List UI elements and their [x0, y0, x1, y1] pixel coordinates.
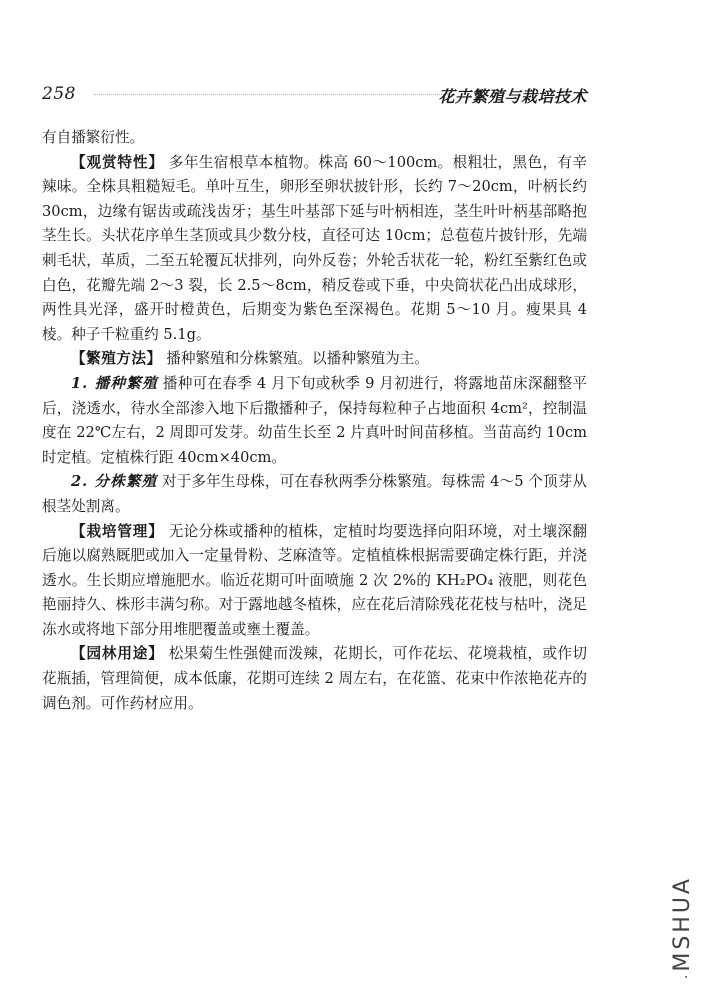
paragraph-ornamental-features	[42, 151, 587, 348]
method-heading-seed: 1. 播种繁殖	[71, 374, 158, 392]
paragraph-continuation	[42, 126, 587, 151]
paragraph-seed-propagation	[42, 372, 587, 470]
watermark-dot: .	[675, 971, 691, 979]
paragraph-text: 多年生宿根草本植物。株高 60～100cm。根粗壮，黑色，有辛辣味。全株具粗糙短毛。单叶互生，卵形至卵状披针形，长约 7～20cm，叶柄长约 30cm，边缘有锯齿或疏浅齿牙；基生叶基部下延与叶柄相连，茎生叶叶柄基部略抱茎生长。头状花序单生茎顶或具少数分枝，直径可达 10cm；总苞苞片披针形，先端刺毛状，革质，二至五轮覆瓦状排列，向外反卷；外轮舌状花一轮，粉红至紫红色或白色，花瓣先端 2～3 裂，长 2.5～8cm，稍反卷或下垂，中央筒状花凸出成球形，两性具光泽，盛开时橙黄色，后期变为紫色至深褐色。花期 5～10 月。瘦果具 4 棱。种子千粒重约 5.1g。	[42, 153, 587, 343]
body-text	[42, 126, 587, 716]
paragraph-text: 播种繁殖和分株繁殖。以播种繁殖为主。	[166, 350, 429, 368]
section-heading-ornamental: 【观赏特性】	[71, 153, 164, 171]
watermark-text: MSHUA	[670, 875, 695, 972]
paragraph-landscape-use	[42, 642, 587, 716]
paragraph-text: 播种可在春季 4 月下旬或秋季 9 月初进行，将露地苗床深翻整平后，浇透水，待水全部渗入地下后撒播种子，保持每粒种子占地面积 4cm²，控制温度在 22℃左右，2 周即可发芽。幼苗生长至 2 片真叶时间苗移植。当苗高约 10cm 时定植。定植株行距 40cm×40cm。	[42, 374, 587, 466]
paragraph-text: 有自播繁衍性。	[42, 129, 145, 146]
paragraph-propagation	[42, 347, 587, 372]
section-heading-landscape: 【园林用途】	[71, 645, 164, 663]
section-heading-propagation: 【繁殖方法】	[71, 350, 162, 368]
running-title: 花卉繁殖与栽培技术	[438, 87, 587, 106]
header-dotted-leader	[94, 94, 454, 96]
page-number: 258	[42, 84, 76, 104]
paragraph-text: 无论分株或播种的植株，定植时均要选择向阳环境，对土壤深翻后施以腐熟厩肥或加入一定量骨粉、芝麻渣等。定植植株根据需要确定株行距，并浇透水。生长期应增施肥水。临近花期可叶面喷施 2 次 2%的 KH₂PO₄ 液肥，则花色艳丽持久、株形丰满匀称。对于露地越冬植株，应在花后清除残花花枝与枯叶，浇足冻水或将地下部分用堆肥覆盖或壅土覆盖。	[42, 522, 587, 638]
paragraph-division-propagation	[42, 470, 587, 519]
paragraph-text: 对于多年生母株，可在春秋两季分株繁殖。每株需 4～5 个顶芽从根茎处割离。	[42, 473, 587, 515]
method-heading-division: 2. 分株繁殖	[71, 473, 158, 491]
paragraph-cultivation	[42, 520, 587, 643]
section-heading-cultivation: 【栽培管理】	[71, 522, 164, 540]
running-header	[42, 84, 587, 106]
paragraph-text: 松果菊生性强健而泼辣，花期长，可作花坛、花境栽植，或作切花瓶插，管理简便，成本低廉，花期可连续 2 周左右，在花篮、花束中作浓艳花卉的调色剂。可作药材应用。	[42, 645, 587, 712]
watermark	[670, 876, 695, 979]
